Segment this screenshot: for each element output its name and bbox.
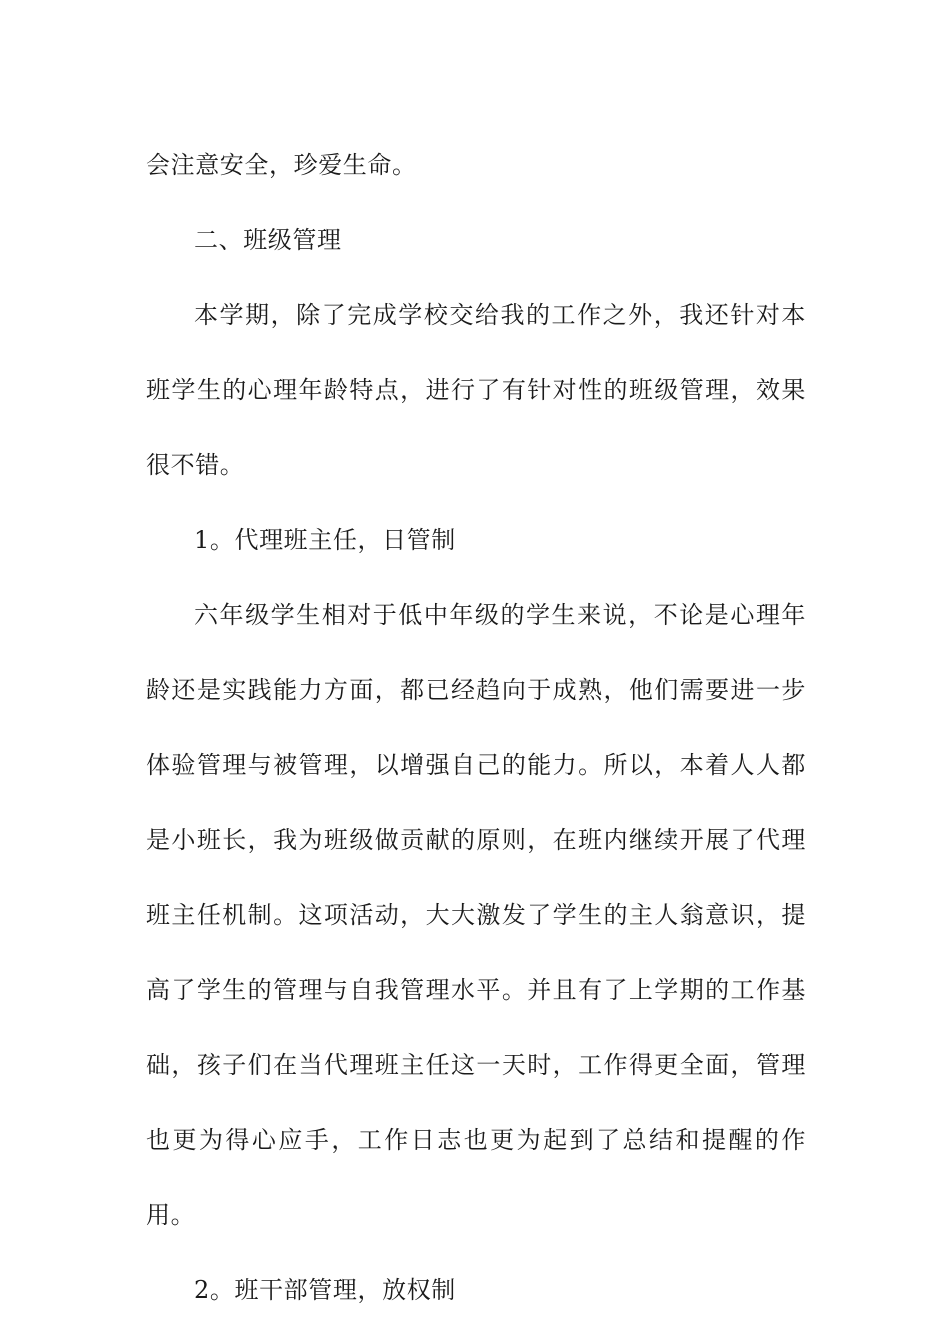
document-body: [146, 128, 806, 1328]
section-heading: 二、班级管理: [194, 226, 342, 254]
paragraph: 本学期，除了完成学校交给我的工作之外，我还针对本班学生的心理年龄特点，进行了有针对性的班级管理，效果很不错。: [146, 301, 806, 479]
paragraph-continuation: 会注意安全，珍爱生命。: [146, 151, 417, 179]
paragraph: 六年级学生相对于低中年级的学生来说，不论是心理年龄还是实践能力方面，都已经趋向于成熟，他们需要进一步体验管理与被管理，以增强自己的能力。所以，本着人人都是小班长，我为班级做贡献的原则，在班内继续开展了代理班主任机制。这项活动，大大激发了学生的主人翁意识，提高了学生的管理与自我管理水平。并且有了上学期的工作基础，孩子们在当代理班主任这一天时，工作得更全面，管理也更为得心应手，工作日志也更为起到了总结和提醒的作用。: [146, 601, 806, 1229]
subsection-heading: 1。代理班主任，日管制: [194, 526, 456, 554]
subsection-heading: 2。班干部管理，放权制: [194, 1276, 456, 1304]
